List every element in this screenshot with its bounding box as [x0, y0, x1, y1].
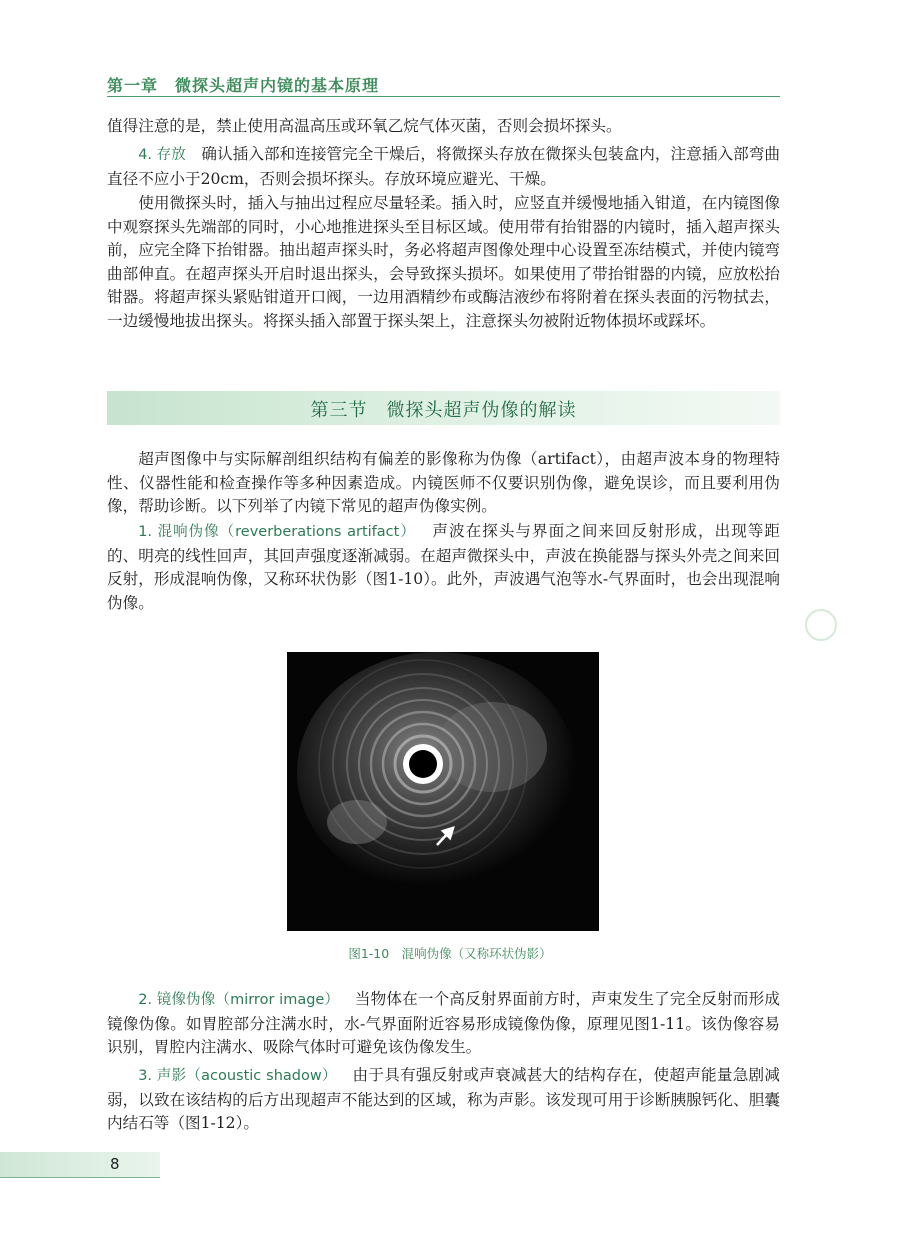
mirror-text: 当物体在一个高反射界面前方时，声束发生了完全反射而形成镜像伪像。如胃腔部分注满水时，水-气界面附近容易形成镜像伪像，原理见图1-11。该伪像容易识别，胃腔内注满水、吸除气体时可避免该伪像发生。: [107, 990, 780, 1056]
paragraph-sterilization-note: 值得注意的是，禁止使用高温高压或环氧乙烷气体灭菌，否则会损坏探头。: [107, 117, 622, 135]
reverberation-text: 声波在探头与界面之间来回反射形成，出现等距的、明亮的线性回声，其回声强度逐渐减弱。在超声微探头中，声波在换能器与探头外壳之间来回反射，形成混响伪像，又称环状伪影（图1-10）。此外，声波遇气泡等水-气界面时，也会出现混响伪像。: [107, 522, 780, 612]
shadow-heading: 3. 声影（acoustic shadow）: [138, 1068, 337, 1084]
paragraph-reverberation: [107, 520, 780, 615]
chapter-title: 第一章 微探头超声内镜的基本原理: [107, 76, 380, 95]
paragraph-usage: 使用微探头时，插入与抽出过程应尽量轻柔。插入时，应竖直并缓慢地插入钳道，在内镜图像中观察探头先端部的同时，小心地推进探头至目标区域。使用带有抬钳器的内镜时，插入超声探头前，应完全降下抬钳器。抽出超声探头时，务必将超声图像处理中心设置至冻结模式，并使内镜弯曲部伸直。在超声探头开启时退出探头，会导致探头损坏。如果使用了带抬钳器的内镜，应放松抬钳器。将超声探头紧贴钳道开口阀，一边用酒精纱布或酶洁液纱布将附着在探头表面的污物拭去，一边缓慢地拔出探头。将探头插入部置于探头架上，注意探头勿被附近物体损坏或踩坏。: [107, 194, 780, 330]
section-heading-band: [107, 391, 780, 425]
ultrasound-image: [287, 652, 599, 931]
header-divider: [107, 96, 780, 97]
page-number: 8: [110, 1155, 120, 1173]
mirror-heading: 2. 镜像伪像（mirror image）: [138, 992, 340, 1008]
storage-text: 确认插入部和连接管完全干燥后，将微探头存放在微探头包装盒内，注意插入部弯曲直径不应小于20cm，否则会损坏探头。存放环境应避光、干燥。: [107, 145, 780, 188]
paragraph-artifact-intro: 超声图像中与实际解剖组织结构有偏差的影像称为伪像（artifact），由超声波本身的物理特性、仪器性能和检查操作等多种因素造成。内镜医师不仅要识别伪像，避免误诊，而且要利用伪像，帮助诊断。以下列举了内镜下常见的超声伪像实例。: [107, 450, 780, 515]
figure-caption: 图1-10 混响伪像（又称环状伪影）: [348, 946, 552, 961]
paragraph-shadow: [107, 1064, 780, 1136]
reverberation-heading: 1. 混响伪像（reverberations artifact）: [138, 524, 416, 540]
footer-divider: [0, 1177, 160, 1178]
section-title: 第三节 微探头超声伪像的解读: [310, 400, 577, 421]
publisher-watermark-icon: [805, 609, 837, 641]
paragraph-mirror: [107, 988, 780, 1060]
footer-band: [0, 1152, 160, 1178]
shadow-text: 由于具有强反射或声衰减甚大的结构存在，使超声能量急剧减弱，以致在该结构的后方出现超声不能达到的区域，称为声影。该发现可用于诊断胰腺钙化、胆囊内结石等（图1-12）。: [107, 1066, 780, 1132]
paragraph-storage: [107, 143, 780, 191]
storage-heading: 4. 存放: [138, 147, 186, 163]
ultrasound-figure: [287, 652, 599, 931]
